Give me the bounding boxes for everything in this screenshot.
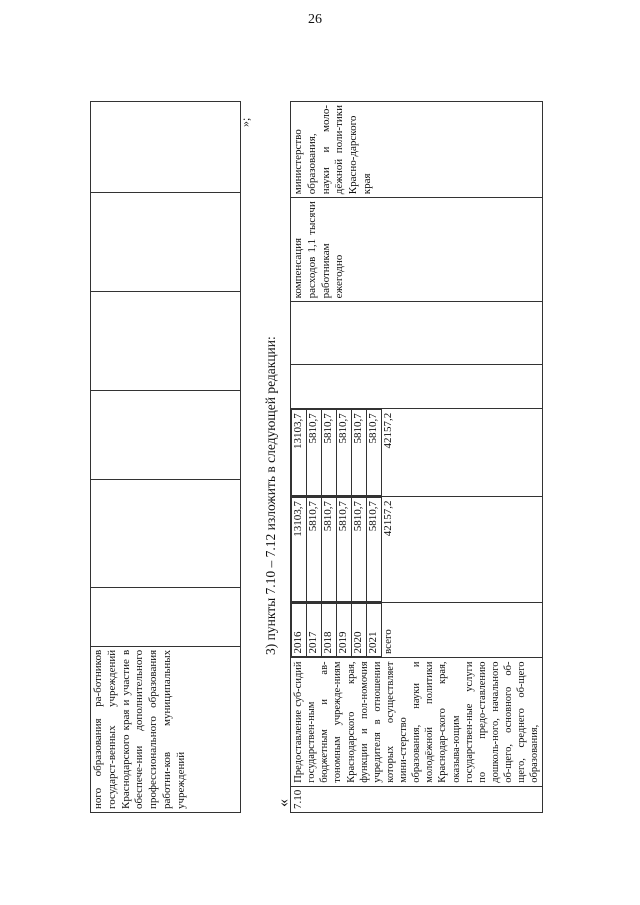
upper-table-fragment	[90, 101, 241, 813]
instruction-text: 3) пункты 7.10 – 7.12 изложить в следующей редакции:	[263, 336, 278, 655]
budget-value: 5810,7	[337, 410, 352, 496]
upper-cell-5	[91, 291, 241, 390]
upper-cell-7	[91, 102, 241, 193]
total-value: 5810,7	[322, 497, 337, 601]
budget-value: 5810,7	[322, 410, 337, 496]
budget-values-cell	[291, 409, 543, 497]
total-values-cell	[291, 496, 543, 602]
budget-value: 42157,2	[382, 412, 394, 449]
upper-cell-2	[91, 588, 241, 646]
lower-table	[290, 101, 543, 813]
upper-cell-3	[91, 480, 241, 588]
year-cell: 2017	[307, 604, 322, 657]
closing-quote: »;	[238, 117, 252, 127]
total-value: 5810,7	[337, 497, 352, 601]
total-value: 42157,2	[382, 500, 394, 537]
empty-cell	[291, 365, 543, 409]
year-cell: 2019	[337, 604, 352, 657]
row-number-cell: 7.10	[291, 786, 543, 812]
budget-value: 5810,7	[307, 410, 322, 496]
budget-value: 5810,7	[352, 410, 367, 496]
total-value: 5810,7	[352, 497, 367, 601]
page-number: 26	[308, 12, 322, 27]
budget-value: 5810,7	[367, 410, 382, 496]
result-cell: компенсация расходов 1,1 тысячи работникам ежегодно	[291, 198, 543, 302]
upper-cell-4	[91, 390, 241, 480]
budget-value: 13103,7	[292, 410, 307, 496]
year-cell: 2021	[367, 604, 382, 657]
upper-description-cell: ного образования ра-ботников государст-венных учреждений Краснодарского края и участие в обеспече-нии дополнительного профессионального образования работни-ков муниципальных учреждений	[91, 646, 241, 812]
empty-cell	[291, 302, 543, 365]
year-total-cell: всего	[382, 629, 394, 654]
year-cell: 2016	[292, 604, 307, 657]
years-cell	[291, 603, 543, 658]
executor-cell: министерство образования, науки и моло-дёжной поли-тики Красно-дарского края	[291, 102, 543, 198]
opening-quote: «	[275, 799, 292, 807]
year-cell: 2020	[352, 604, 367, 657]
upper-cell-6	[91, 192, 241, 291]
total-value: 5810,7	[367, 497, 382, 601]
year-cell: 2018	[322, 604, 337, 657]
row-description-cell: Предоставление суб-сидий государствен-ным бюджетным и ав-тономным учрежде-ниям Краснодарского края, функции и пол-номочия учредителя в отношении которых осуществляет мини-стерство образования, науки и молодёжной политики Краснодар-ского края, оказыва-ющим государствен-ные услуги по предо-ставлению дошколь-ного, начального об-щего, основного об-щего, среднего об-щего образования,	[291, 658, 543, 786]
total-value: 13103,7	[292, 497, 307, 601]
total-value: 5810,7	[307, 497, 322, 601]
